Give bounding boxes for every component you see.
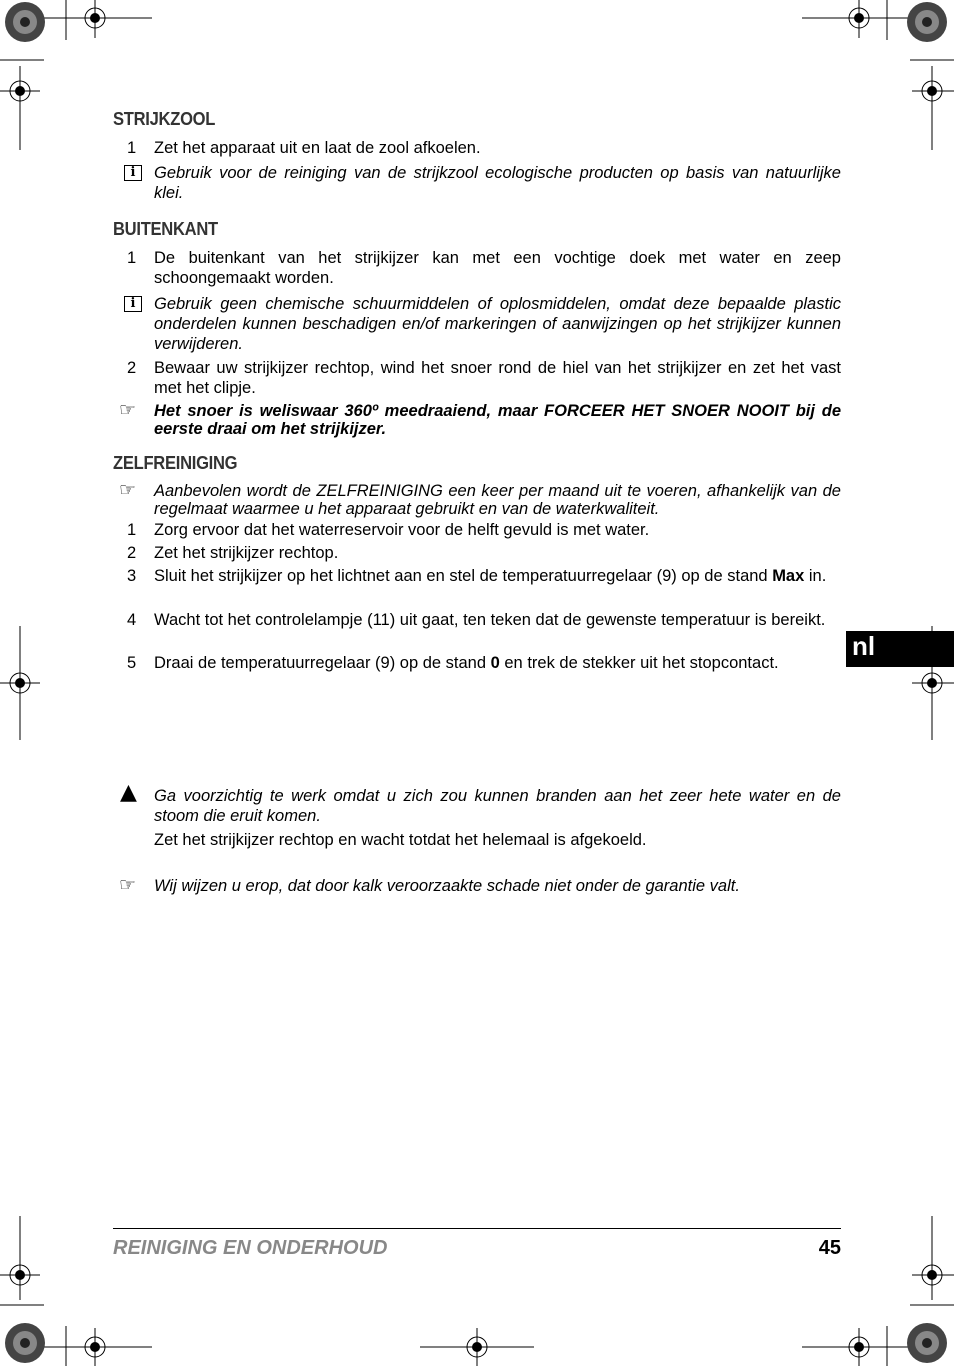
info-note: i Gebruik voor de reiniging van de strijkzool ecologische producten op basis van natuurlijke klei. xyxy=(113,163,841,203)
heading-buitenkant: BUITENKANT xyxy=(113,219,218,239)
info-icon: i xyxy=(124,296,142,312)
warning-note: ▲ Ga voorzichtig te werk omdat u zich zou kunnen branden aan het zeer hete water en de stoom die eruit komen. xyxy=(120,780,841,825)
footer-divider xyxy=(113,1228,841,1229)
list-item: 2 Bewaar uw strijkijzer rechtop, wind het snoer rond de hiel van het strijkijzer en zet het vast met het clipje. xyxy=(127,359,841,397)
list-item: 3 Sluit het strijkijzer op het lichtnet aan en stel de temperatuurregelaar (9) op de stand Max in. xyxy=(127,567,827,585)
language-tab: nl xyxy=(846,631,954,667)
warning-follow: Zet het strijkijzer rechtop en wacht totdat het helemaal is afgekoeld. xyxy=(154,831,647,849)
hand-note: ☞ Wij wijzen u erop, dat door kalk veroorzaakte schade niet onder de garantie valt. xyxy=(119,874,740,896)
warning-icon: ▲ xyxy=(120,780,137,805)
hand-note: ☞ Aanbevolen wordt de ZELFREINIGING een keer per maand uit te voeren, afhankelijk van de regelmaat waarmee u het apparaat gebruikt en van de waterkwaliteit. xyxy=(119,479,841,518)
footer-title: REINIGING EN ONDERHOUD xyxy=(113,1237,388,1259)
info-icon: i xyxy=(124,165,142,181)
list-item: 1 Zet het apparaat uit en laat de zool afkoelen. xyxy=(127,139,481,157)
pointing-hand-icon: ☞ xyxy=(119,479,137,501)
list-item: 2 Zet het strijkijzer rechtop. xyxy=(127,544,339,562)
heading-strijkzool: STRIJKZOOL xyxy=(113,109,216,129)
pointing-hand-icon: ☞ xyxy=(119,874,137,896)
list-item: 4 Wacht tot het controlelampje (11) uit gaat, ten teken dat de gewenste temperatuur is bereikt. xyxy=(127,611,826,629)
list-item: 5 Draai de temperatuurregelaar (9) op de stand 0 en trek de stekker uit het stopcontact. xyxy=(127,654,779,672)
list-item: 1 Zorg ervoor dat het waterreservoir voor de helft gevuld is met water. xyxy=(127,521,650,539)
pointing-hand-icon: ☞ xyxy=(119,399,137,421)
list-item: 1 De buitenkant van het strijkijzer kan met een vochtige doek met water en zeep schoongemaakt worden. xyxy=(127,249,841,287)
heading-zelfreiniging: ZELFREINIGING xyxy=(113,453,238,473)
info-note: i Gebruik geen chemische schuurmiddelen of oplosmiddelen, omdat deze bepaalde plastic onderdelen kunnen beschadigen en/of markeringen of aanwijzingen op het strijkijzer kunnen verwijderen. xyxy=(113,294,841,354)
page-number: 45 xyxy=(818,1237,841,1259)
hand-note: ☞ Het snoer is weliswaar 360º meedraaiend, maar FORCEER HET SNOER NOOIT bij de eerste draai om het strijkijzer. xyxy=(119,399,841,438)
